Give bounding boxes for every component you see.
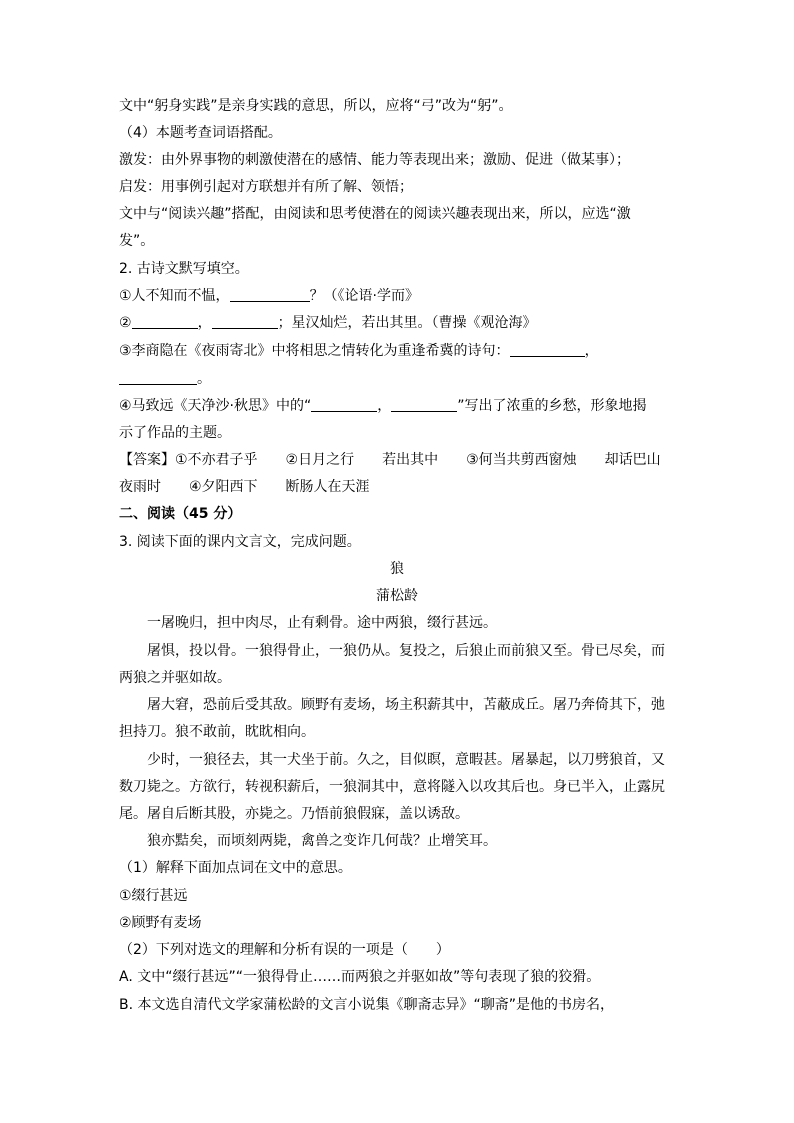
fill-blank-line bbox=[119, 396, 647, 416]
text-segment: ；星汉灿烂，若出其里。（曹操《观沧海》 bbox=[277, 315, 537, 331]
text-line: （4）本题考查词语搭配。 bbox=[119, 125, 282, 141]
passage-line: 担持刀。狼不敢前，眈眈相向。 bbox=[119, 724, 315, 740]
text-segment: ， bbox=[377, 398, 392, 414]
sub-question-item: ②顾野有麦场 bbox=[119, 915, 202, 931]
section-heading: 二、阅读（45 分） bbox=[119, 506, 242, 522]
question-heading: 3. 阅读下面的课内文言文，完成问题。 bbox=[119, 534, 361, 550]
fill-blank-line bbox=[119, 313, 537, 333]
answer-blank bbox=[510, 342, 585, 357]
text-segment: ”写出了浓重的乡愁，形象地揭 bbox=[457, 398, 647, 414]
text-segment: ？（《论语·学而》 bbox=[309, 288, 420, 304]
answer-line: 夜雨时 ④夕阳西下 断肠人在天涯 bbox=[119, 479, 370, 495]
text-line: 文中与“阅读兴趣”搭配，由阅读和思考使潜在的阅读兴趣表现出来，所以，应选“激 bbox=[119, 206, 631, 222]
text-segment: ， bbox=[197, 315, 212, 331]
text-line: 文中“躬身实践”是亲身实践的意思，所以，应将“弓”改为“躬”。 bbox=[119, 98, 513, 114]
option-b: B. 本文选自清代文学家蒲松龄的文言小说集《聊斋志异》“聊斋”是他的书房名， bbox=[119, 997, 615, 1013]
passage-line: 数刀毙之。方欲行，转视积薪后，一狼洞其中，意将隧入以攻其后也。身已半入，止露尻 bbox=[119, 779, 665, 795]
text-segment: ② bbox=[119, 315, 132, 331]
question-heading: 2. 古诗文默写填空。 bbox=[119, 261, 249, 277]
text-segment: ①人不知而不愠， bbox=[119, 288, 230, 304]
answer-blank bbox=[391, 397, 457, 412]
text-segment: ④马致远《天净沙·秋思》中的“ bbox=[119, 398, 312, 414]
fill-blank-line bbox=[119, 341, 599, 361]
passage-line: 屠大窘，恐前后受其敌。顾野有麦场，场主积薪其中，苫蔽成丘。屠乃奔倚其下，弛 bbox=[147, 697, 665, 713]
text-line: 示了作品的主题。 bbox=[119, 425, 231, 441]
text-line: 激发：由外界事物的刺激使潜在的感情、能力等表现出来；激励、促进（做某事）； bbox=[119, 152, 630, 168]
answer-blank bbox=[230, 287, 310, 302]
sub-question: （1）解释下面加点词在文中的意思。 bbox=[119, 860, 352, 876]
passage-title: 狼 bbox=[390, 561, 404, 577]
passage-line: 两狼之并驱如故。 bbox=[119, 670, 231, 686]
answer-blank bbox=[311, 397, 377, 412]
passage-line: 一屠晚归，担中肉尽，止有剩骨。途中两狼，缀行甚远。 bbox=[147, 615, 497, 631]
answer-blank bbox=[132, 314, 198, 329]
passage-line: 屠惧，投以骨。一狼得骨止，一狼仍从。复投之，后狼止而前狼又至。骨已尽矣，而 bbox=[147, 643, 665, 659]
answer-blank bbox=[212, 314, 278, 329]
passage-line: 少时，一狼径去，其一犬坐于前。久之，目似瞑，意暇甚。屠暴起，以刀劈狼首，又 bbox=[147, 752, 665, 768]
text-line: 启发：用事例引起对方联想并有所了解、领悟； bbox=[119, 179, 413, 195]
text-segment: 。 bbox=[197, 371, 211, 387]
sub-question: （2）下列对选文的理解和分析有误的一项是（ ） bbox=[119, 942, 450, 958]
text-line: 发”。 bbox=[119, 233, 155, 249]
passage-line: 狼亦黠矣，而顷刻两毙，禽兽之变诈几何哉？止增笑耳。 bbox=[147, 833, 497, 849]
text-segment: ③李商隐在《夜雨寄北》中将相思之情转化为重逢希冀的诗句： bbox=[119, 343, 510, 359]
answer-blank bbox=[119, 370, 197, 385]
text-segment: ， bbox=[584, 343, 599, 359]
answer-line: 【答案】①不亦君子乎 ②日月之行 若出其中 ③何当共剪西窗烛 却话巴山 bbox=[119, 452, 661, 468]
sub-question-item: ①缀行甚远 bbox=[119, 888, 188, 904]
option-a: A. 文中“缀行甚远”“一狼得骨止……而两狼之并驱如故”等句表现了狼的狡猾。 bbox=[119, 969, 601, 985]
fill-blank-line bbox=[119, 369, 211, 389]
fill-blank-line bbox=[119, 286, 419, 306]
passage-author: 蒲松龄 bbox=[376, 588, 418, 604]
passage-line: 尾。屠自后断其股，亦毙之。乃悟前狼假寐，盖以诱敌。 bbox=[119, 806, 469, 822]
